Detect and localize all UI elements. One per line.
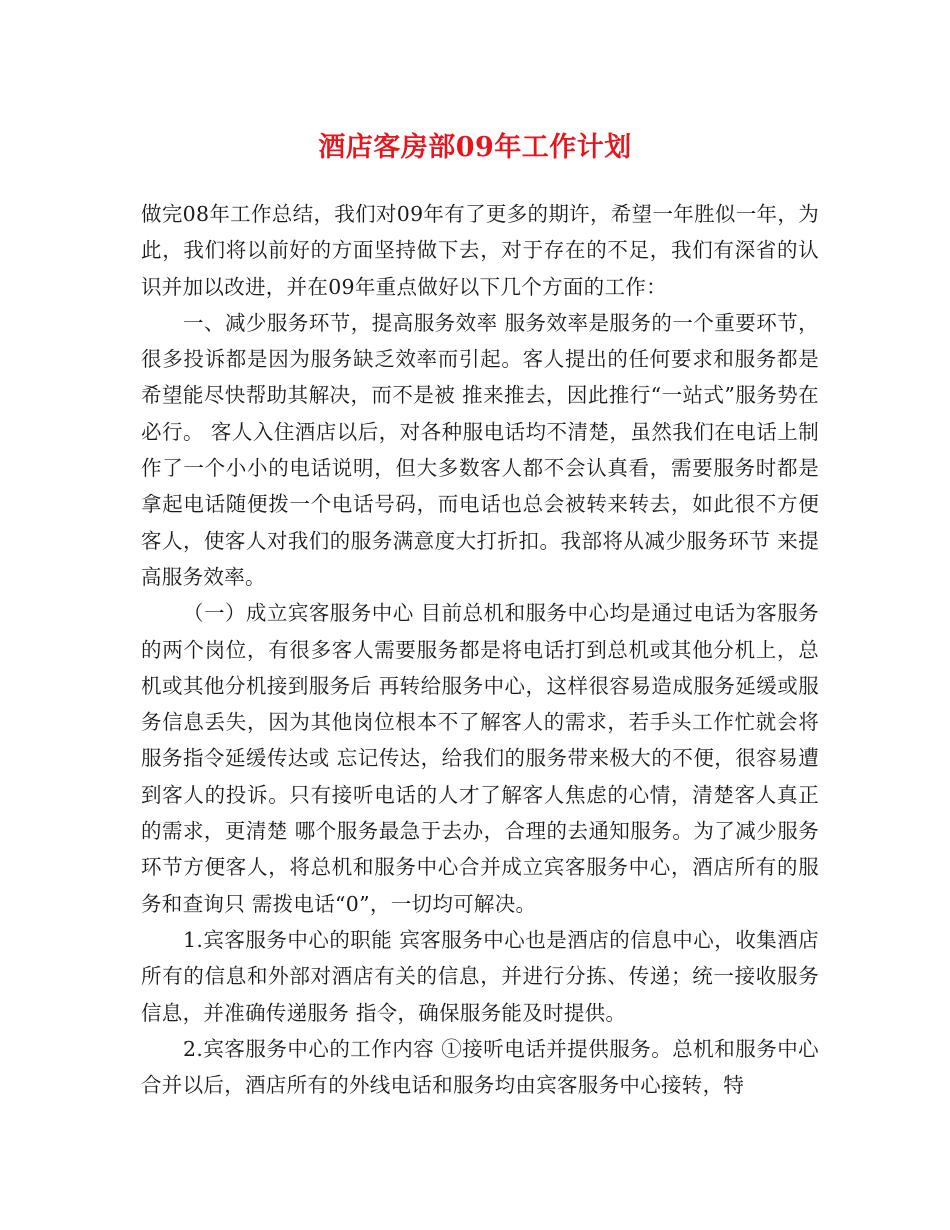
paragraph-item-1: 1.宾客服务中心的职能 宾客服务中心也是酒店的信息中心，收集酒店所有的信息和外部对酒店有关的信息，并进行分拣、传递；统一接收服务信息，并准确传递服务 指令，确保服务能及时提供。: [141, 927, 819, 1025]
paragraph-item-2: 2.宾客服务中心的工作内容 ①接听电话并提供服务。总机和服务中心合并以后，酒店所有的外线电话和服务均由宾客服务中心接转，特: [141, 1036, 819, 1098]
paragraph-intro: 做完08年工作总结，我们对09年有了更多的期许，希望一年胜似一年，为此，我们将以前好的方面坚持做下去，对于存在的不足，我们有深省的认识并加以改进，并在09年重点做好以下几个方面的工作：: [141, 202, 819, 299]
document-body: [141, 196, 819, 1103]
document-title: 酒店客房部09年工作计划: [318, 132, 632, 163]
paragraph-subsection-1: （一）成立宾客服务中心 目前总机和服务中心均是通过电话为客服务的两个岗位，有很多客人需要服务都是将电话打到总机或其他分机上，总机或其他分机接到服务后 再转给服务中心，这样很容易造成服务延缓或服务信息丢失，因为其他岗位根本不了解客人的需求，若手头工作忙就会将服务指令延缓传达或 忘记传达，给我们的服务带来极大的不便，很容易遭到客人的投诉。只有接听电话的人才了解客人焦虑的心情，清楚客人真正的需求，更清楚 哪个服务最急于去办，合理的去通知服务。为了减少服务环节方便客人，将总机和服务中心合并成立宾客服务中心，酒店所有的服务和查询只 需拨电话“0”，一切均可解决。: [141, 601, 819, 916]
paragraph-section-1: 一、减少服务环节，提高服务效率 服务效率是服务的一个重要环节，很多投诉都是因为服务缺乏效率而引起。客人提出的任何要求和服务都是希望能尽快帮助其解决，而不是被 推来推去，因此推行“一站式”服务势在必行。 客人入住酒店以后，对各种服电话均不清楚，虽然我们在电话上制作了一个小小的电话说明，但大多数客人都不会认真看，需要服务时都是 拿起电话随便拨一个电话号码，而电话也总会被转来转去，如此很不方便客人，使客人对我们的服务满意度大打折扣。我部将从减少服务环节 来提高服务效率。: [141, 310, 819, 589]
